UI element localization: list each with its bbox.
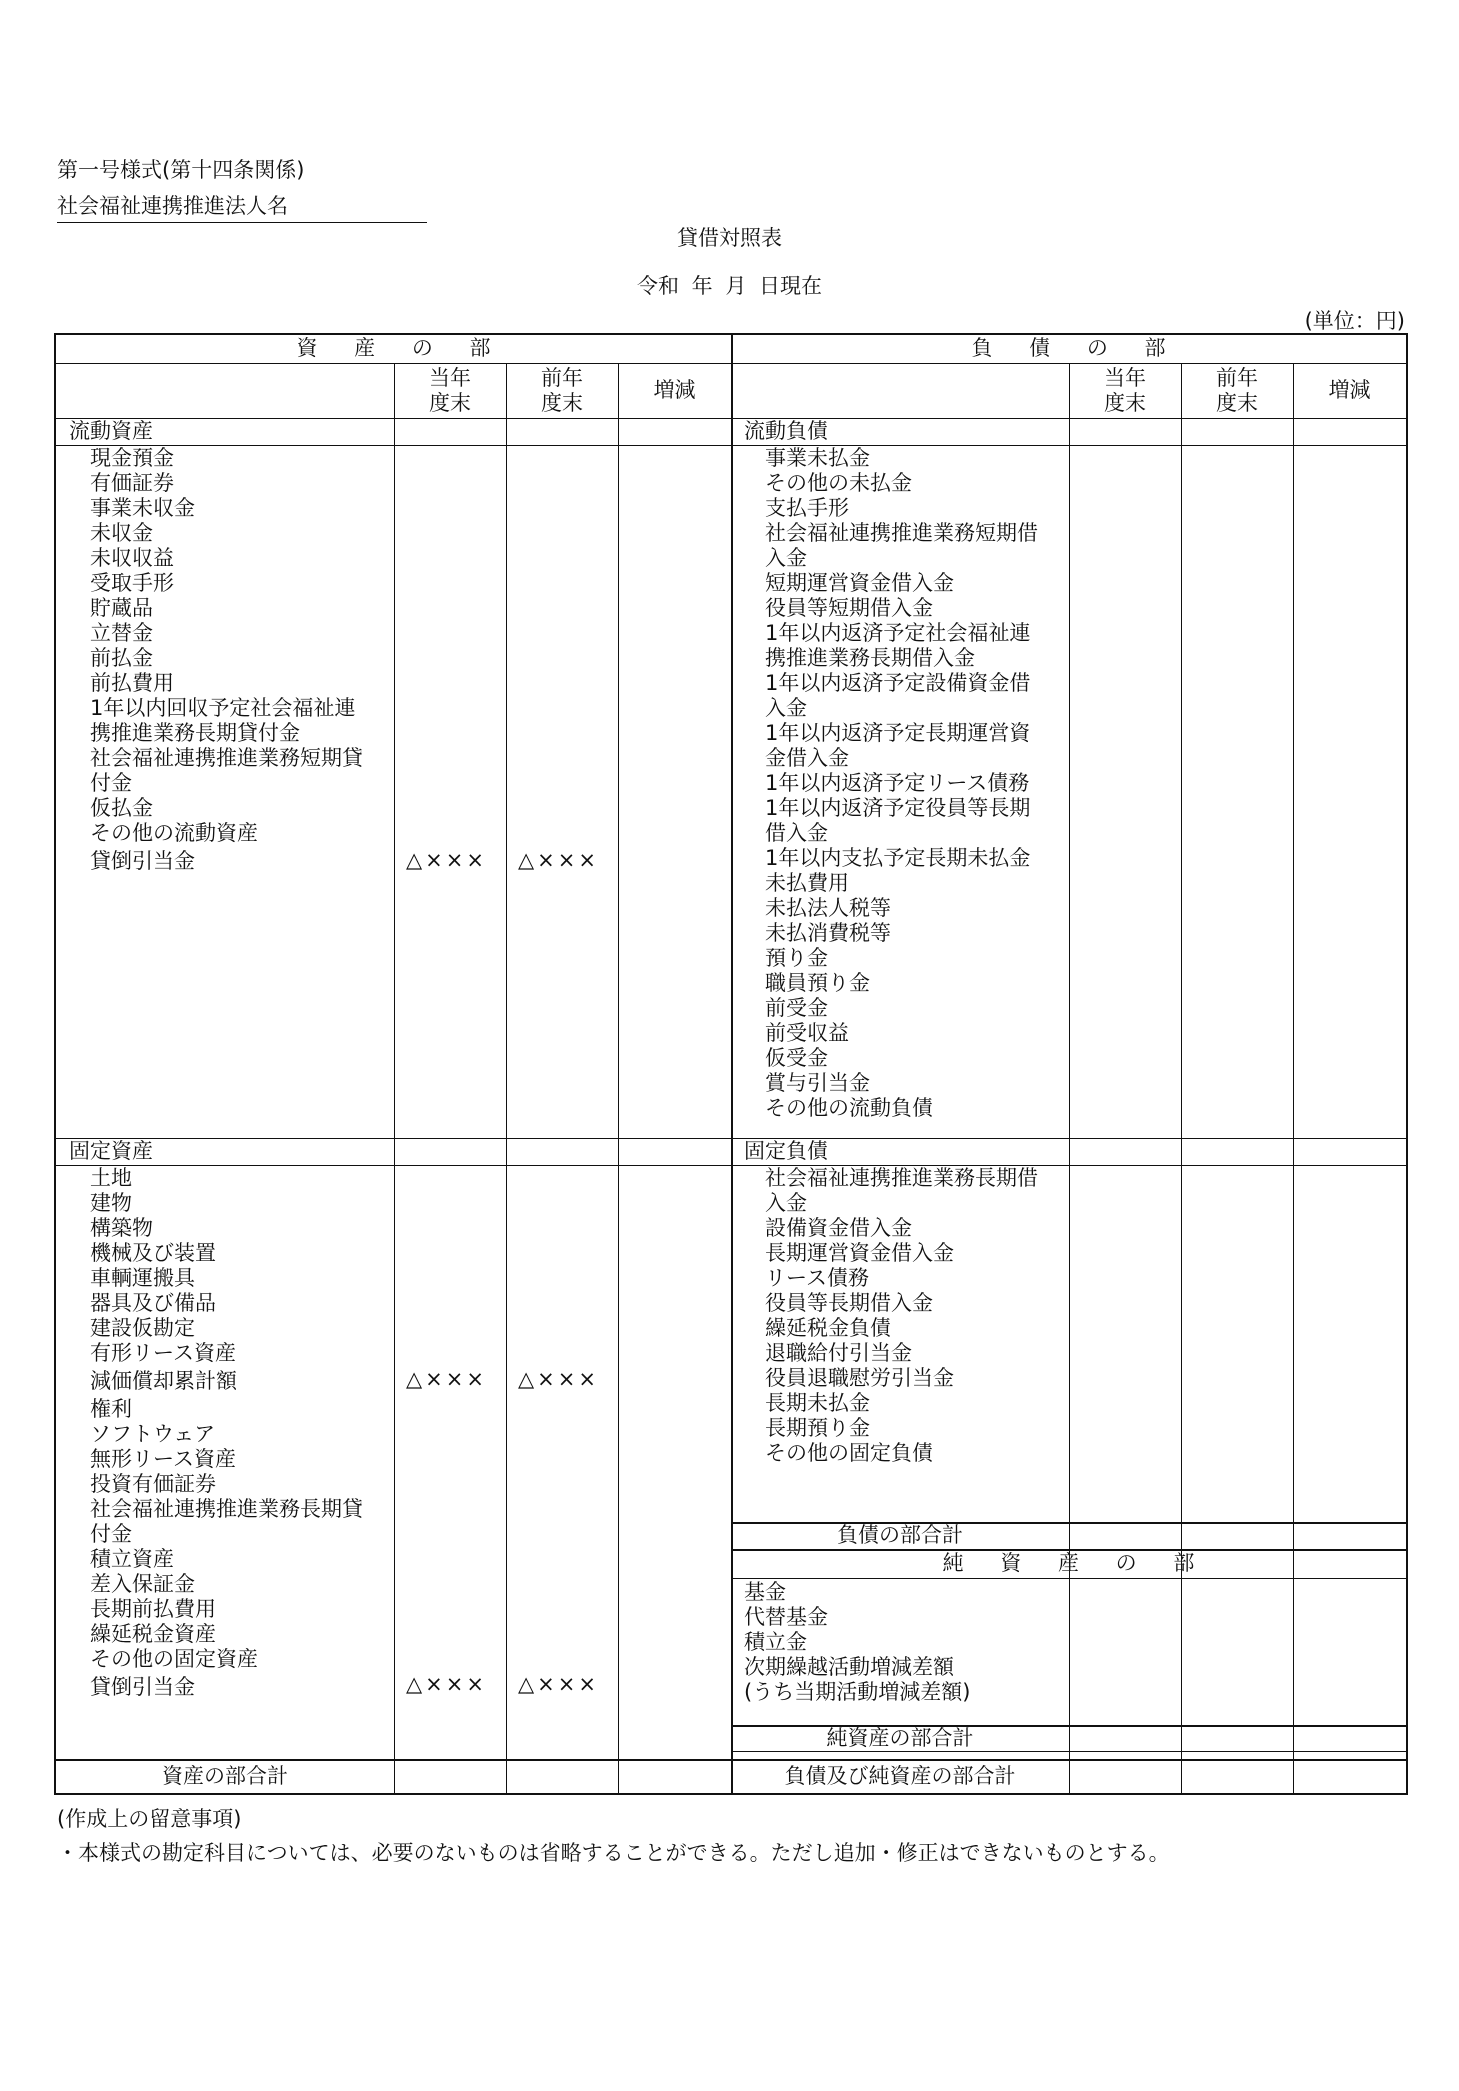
list-item: 入金	[765, 696, 807, 720]
list-item: 仮受金	[765, 1046, 828, 1070]
balance-sheet-table	[54, 333, 1408, 1795]
grid-line	[506, 363, 507, 1795]
list-item: その他の未払金	[765, 471, 912, 495]
form-number-label: 第一号様式(第十四条関係)	[57, 158, 305, 182]
list-item: 構築物	[90, 1216, 153, 1240]
grid-line	[1293, 363, 1294, 1795]
unit-label: (単位：円)	[1304, 309, 1405, 333]
list-item: 受取手形	[90, 571, 174, 595]
list-item: 入金	[765, 546, 807, 570]
list-item: 役員等短期借入金	[765, 596, 933, 620]
list-item: 1年以内回収予定社会福祉連	[90, 696, 356, 720]
list-item: 金借入金	[765, 746, 849, 770]
list-item: 代替基金	[744, 1605, 828, 1629]
grid-line	[618, 363, 619, 1795]
grid-line	[56, 1759, 1406, 1761]
list-item: 携推進業務長期貸付金	[90, 721, 300, 745]
list-item: 退職給付引当金	[765, 1341, 912, 1365]
list-item: その他の固定負債	[765, 1441, 933, 1465]
grid-line	[731, 1751, 1406, 1752]
liabilities-col-current-header: 当年 度末	[1104, 366, 1146, 415]
document-title: 貸借対照表	[677, 226, 782, 250]
fixed-assets-list	[90, 1166, 363, 1700]
list-item: 建物	[90, 1191, 132, 1215]
list-item: 無形リース資産	[90, 1447, 236, 1471]
list-item: その他の固定資産	[90, 1647, 258, 1671]
list-item: 有価証券	[90, 471, 174, 495]
fixed-assets-title: 固定資産	[69, 1139, 153, 1163]
list-item: 未払費用	[765, 871, 849, 895]
list-item: 繰延税金資産	[90, 1622, 216, 1646]
list-item: 繰延税金負債	[765, 1316, 891, 1340]
list-item: 立替金	[90, 621, 153, 645]
current-liabilities-list	[765, 446, 1038, 1121]
as-of-date: 令和 年 月 日現在	[636, 274, 823, 298]
list-item: 前受金	[765, 996, 828, 1020]
grid-line	[1181, 363, 1182, 1795]
list-item: 社会福祉連携推進業務長期借	[765, 1166, 1038, 1190]
notes-heading: (作成上の留意事項)	[57, 1807, 242, 1831]
list-item: 長期運営資金借入金	[765, 1241, 954, 1265]
list-item: 1年以内返済予定役員等長期	[765, 796, 1031, 820]
assets-section-title: 資 産 の 部	[296, 336, 491, 360]
current-assets-list	[90, 446, 363, 874]
list-item: 次期繰越活動増減差額	[744, 1655, 954, 1679]
assets-total-label: 資産の部合計	[162, 1764, 288, 1788]
list-item: 社会福祉連携推進業務短期貸	[90, 746, 363, 770]
list-item: リース債務	[765, 1266, 869, 1290]
current-allowance-prior-value: △×××	[518, 848, 599, 872]
net-assets-list	[744, 1580, 970, 1705]
notes-body: ・本様式の勘定科目については、必要のないものは省略することができる。ただし追加・修正はできないものとする。	[57, 1841, 1170, 1865]
list-item: 差入保証金	[90, 1572, 195, 1596]
list-item: 前払費用	[90, 671, 174, 695]
list-item: 預り金	[765, 946, 828, 970]
assets-col-change-header: 増減	[653, 378, 696, 402]
net-assets-total-label: 純資産の部合計	[826, 1726, 974, 1750]
list-item: 役員等長期借入金	[765, 1291, 933, 1315]
list-item: その他の流動資産	[90, 821, 258, 845]
list-item: 土地	[90, 1166, 132, 1190]
fixed-allowance-prior-value: △×××	[518, 1672, 599, 1696]
list-item: 仮払金	[90, 796, 153, 820]
depreciation-current-value: △×××	[406, 1367, 487, 1391]
list-item: 現金預金	[90, 446, 174, 470]
list-item: 1年以内返済予定設備資金借	[765, 671, 1031, 695]
assets-col-prior-header: 前年 度末	[541, 366, 583, 415]
list-item: 長期預り金	[765, 1416, 870, 1440]
list-item: 前払金	[90, 646, 153, 670]
list-item: 入金	[765, 1191, 807, 1215]
list-item: 積立金	[744, 1630, 807, 1654]
list-item: 1年以内返済予定長期運営資	[765, 721, 1031, 745]
list-item: 減価償却累計額	[90, 1369, 237, 1393]
fixed-liabilities-title: 固定負債	[744, 1139, 828, 1163]
list-item: 支払手形	[765, 496, 849, 520]
list-item: 貸倒引当金	[90, 849, 195, 873]
current-assets-title: 流動資産	[69, 419, 153, 443]
list-item: 未払法人税等	[765, 896, 891, 920]
list-item: 権利	[90, 1397, 132, 1421]
list-item: 事業未払金	[765, 446, 870, 470]
fixed-liabilities-list	[765, 1166, 1038, 1466]
fixed-allowance-current-value: △×××	[406, 1672, 487, 1696]
grid-line	[394, 363, 395, 1761]
list-item: 1年以内支払予定長期未払金	[765, 846, 1031, 870]
list-item: 付金	[90, 1522, 132, 1546]
list-item: 1年以内返済予定社会福祉連	[765, 621, 1031, 645]
list-item: 未払消費税等	[765, 921, 891, 945]
list-item: 貸倒引当金	[90, 1675, 195, 1699]
list-item: その他の流動負債	[765, 1096, 933, 1120]
grid-line	[56, 1138, 1406, 1139]
list-item: 積立資産	[90, 1547, 174, 1571]
list-item: 携推進業務長期借入金	[765, 646, 975, 670]
grand-total-label: 負債及び純資産の部合計	[784, 1764, 1016, 1788]
list-item: 社会福祉連携推進業務長期貸	[90, 1497, 363, 1521]
list-item: 有形リース資産	[90, 1341, 236, 1365]
list-item: 長期前払費用	[90, 1597, 216, 1621]
list-item: 長期未払金	[765, 1391, 870, 1415]
list-item: 社会福祉連携推進業務短期借	[765, 521, 1038, 545]
current-liabilities-title: 流動負債	[744, 419, 828, 443]
list-item: ソフトウェア	[90, 1422, 216, 1446]
grid-line	[56, 363, 1406, 364]
depreciation-prior-value: △×××	[518, 1367, 599, 1391]
grid-line	[731, 335, 733, 1795]
liabilities-section-title: 負 債 の 部	[971, 336, 1166, 360]
list-item: (うち当期活動増減差額)	[744, 1680, 971, 1704]
list-item: 短期運営資金借入金	[765, 571, 954, 595]
grid-line	[56, 418, 1406, 419]
corporation-name-field[interactable]: 社会福祉連携推進法人名	[57, 190, 427, 223]
list-item: 役員退職慰労引当金	[765, 1366, 954, 1390]
grid-line	[1069, 363, 1070, 1795]
liabilities-total-label: 負債の部合計	[837, 1523, 963, 1547]
list-item: 事業未収金	[90, 496, 195, 520]
list-item: 基金	[744, 1580, 786, 1604]
grid-line	[394, 1761, 395, 1795]
current-allowance-current-value: △×××	[406, 848, 487, 872]
list-item: 借入金	[765, 821, 828, 845]
list-item: 賞与引当金	[765, 1071, 870, 1095]
list-item: 器具及び備品	[90, 1291, 216, 1315]
assets-col-current-header: 当年 度末	[429, 366, 471, 415]
list-item: 建設仮勘定	[90, 1316, 195, 1340]
list-item: 未収収益	[90, 546, 174, 570]
list-item: 投資有価証券	[90, 1472, 216, 1496]
list-item: 機械及び装置	[90, 1241, 216, 1265]
list-item: 車輌運搬具	[90, 1266, 195, 1290]
grid-line	[731, 1578, 1406, 1579]
list-item: 未収金	[90, 521, 153, 545]
liabilities-col-change-header: 増減	[1328, 378, 1371, 402]
list-item: 付金	[90, 771, 132, 795]
list-item: 設備資金借入金	[765, 1216, 912, 1240]
liabilities-col-prior-header: 前年 度末	[1216, 366, 1258, 415]
list-item: 職員預り金	[765, 971, 870, 995]
list-item: 前受収益	[765, 1021, 849, 1045]
net-assets-section-title: 純 資 産 の 部	[942, 1551, 1195, 1575]
list-item: 1年以内返済予定リース債務	[765, 771, 1030, 795]
list-item: 貯蔵品	[90, 596, 153, 620]
